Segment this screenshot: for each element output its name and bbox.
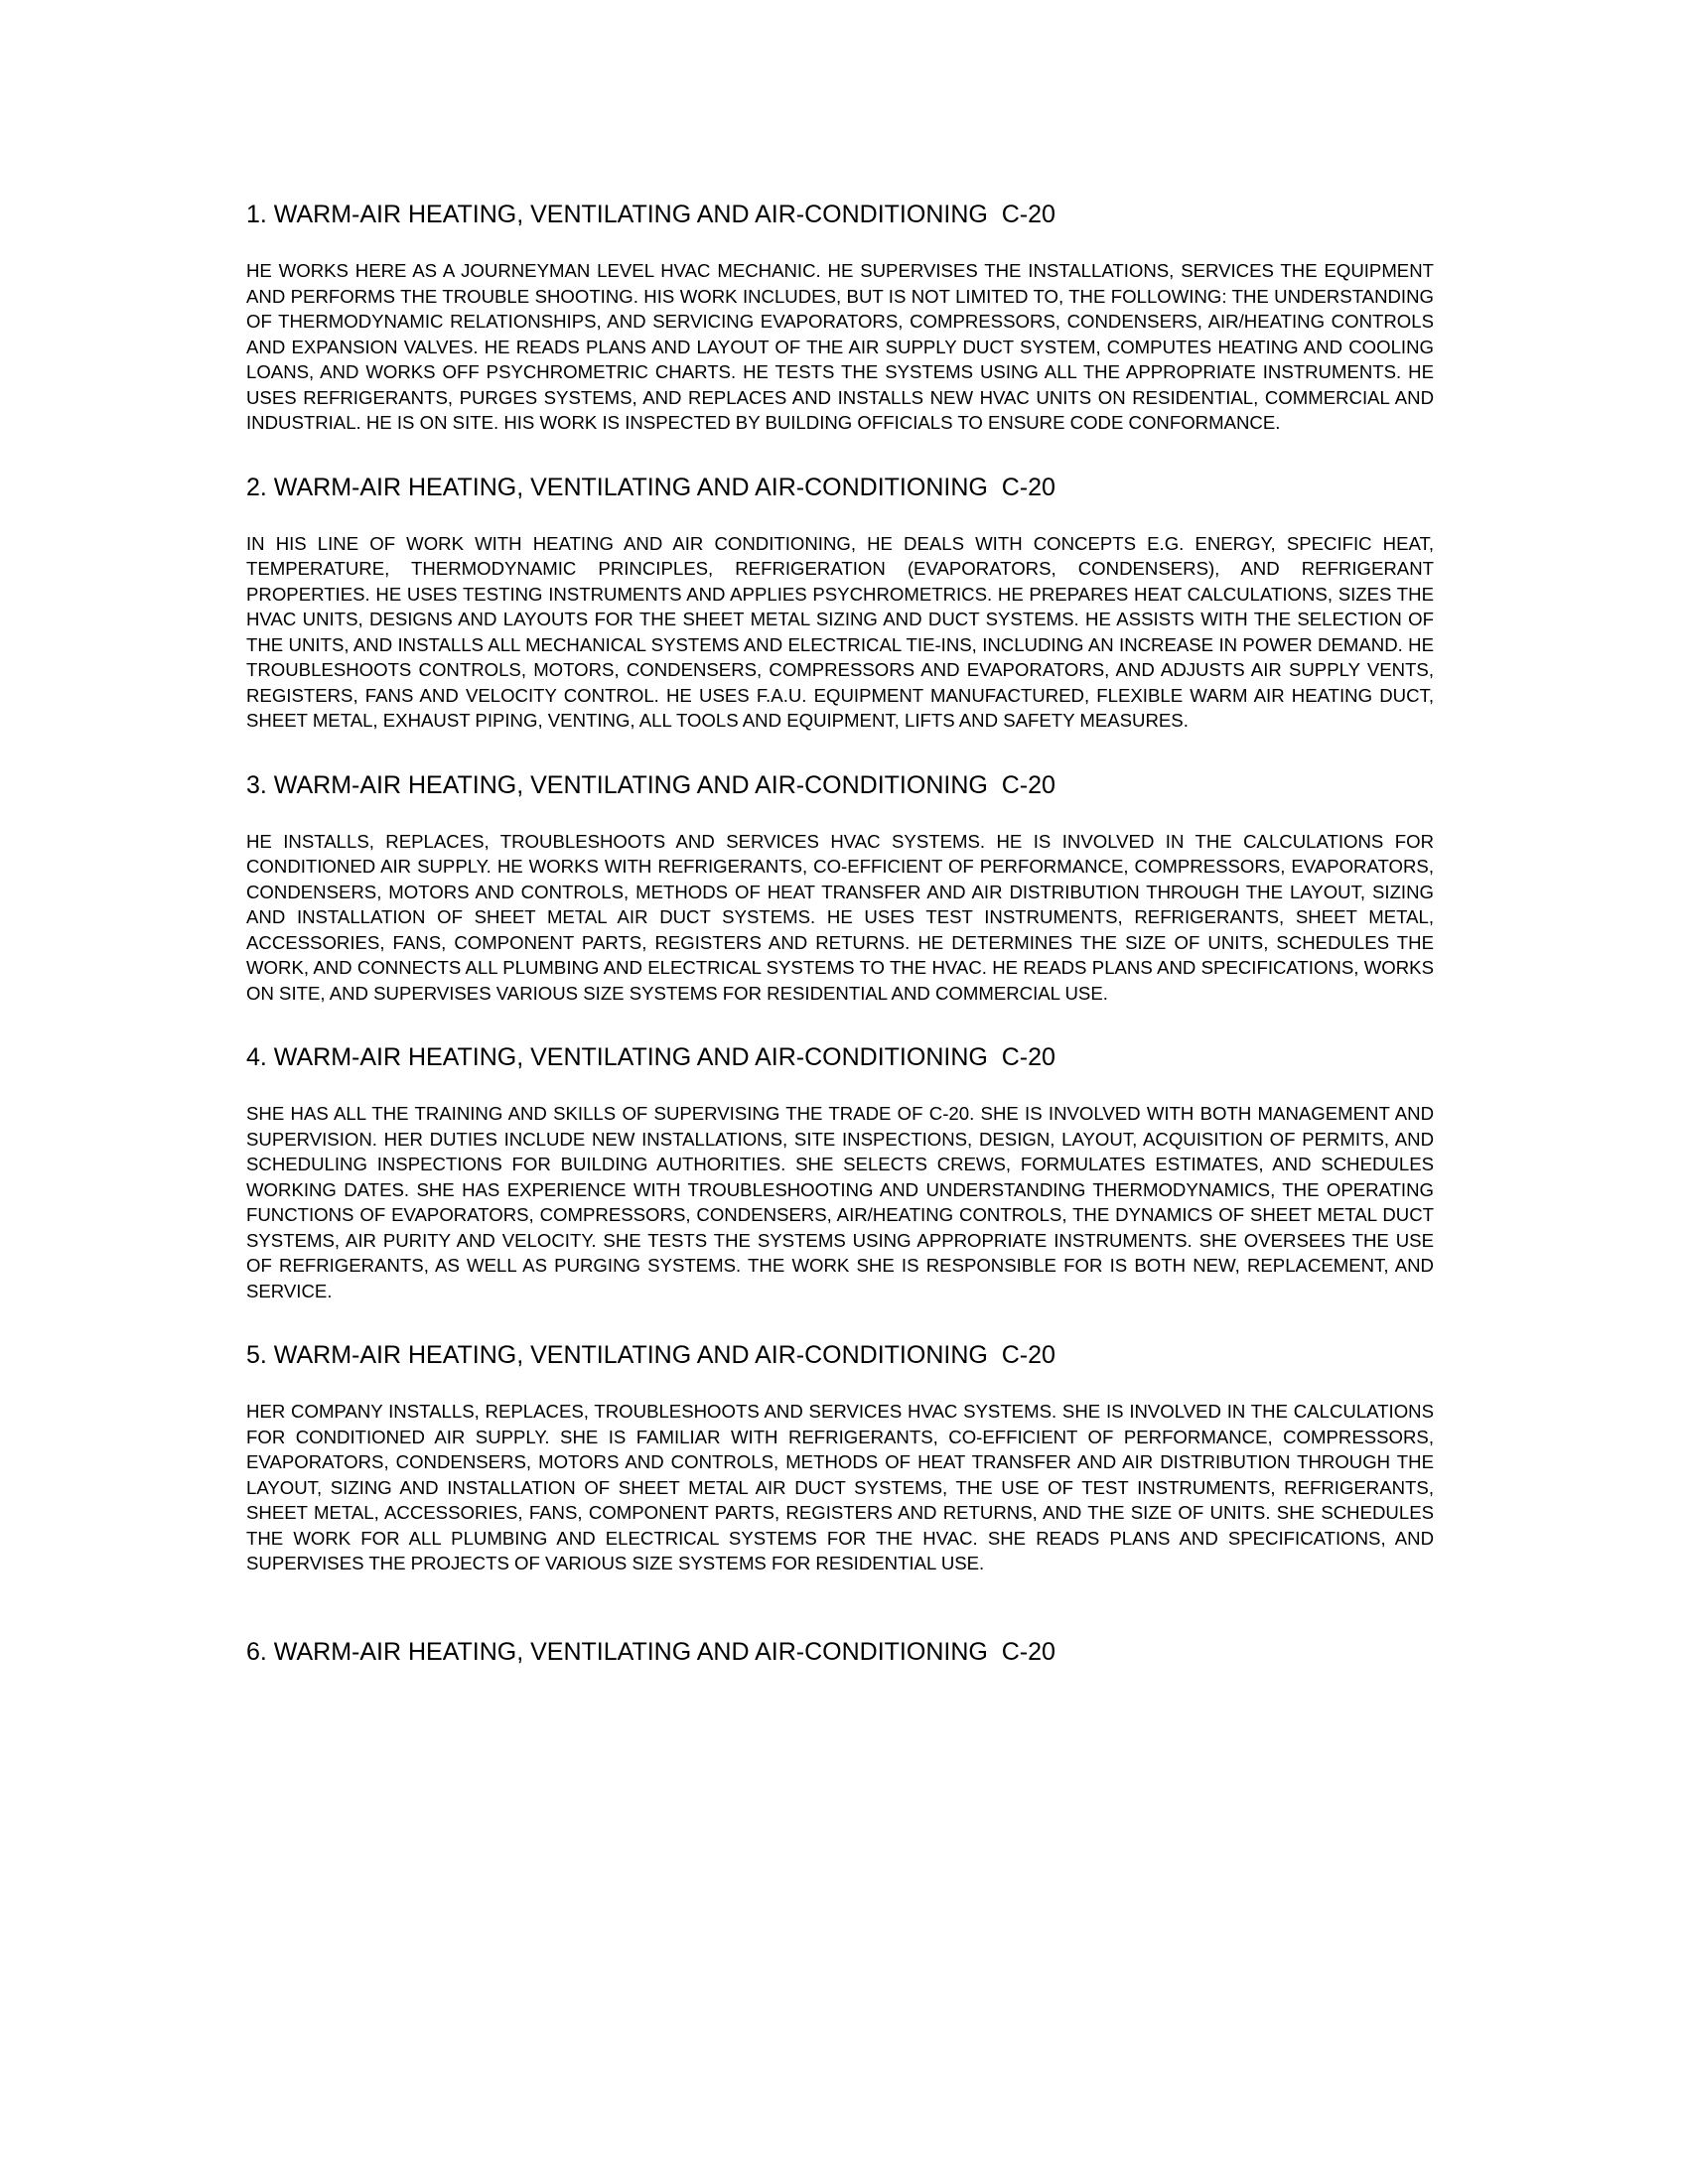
section-3	[246, 769, 1434, 1007]
section-1	[246, 199, 1434, 436]
section-title: 4. WARM-AIR HEATING, VENTILATING AND AIR-CONDITIONING C-20	[246, 1043, 1055, 1071]
section-5	[246, 1339, 1434, 1576]
section-2	[246, 472, 1434, 734]
section-6	[246, 1636, 1434, 1668]
section-body: HE INSTALLS, REPLACES, TROUBLESHOOTS AND SERVICES HVAC SYSTEMS. HE IS INVOLVED IN THE CALCULATIONS FOR CONDITIONED AIR SUPPLY. HE WORKS WITH REFRIGERANTS, CO-EFFICIENT OF PERFORMANCE, COMPRESSORS, EVAPORATORS, CONDENSERS, MOTORS AND CONTROLS, METHODS OF HEAT TRANSFER AND AIR DISTRIBUTION THROUGH THE LAYOUT, SIZING AND INSTALLATION OF SHEET METAL AIR DUCT SYSTEMS. HE USES TEST INSTRUMENTS, REFRIGERANTS, SHEET METAL, ACCESSORIES, FANS, COMPONENT PARTS, REGISTERS AND RETURNS. HE DETERMINES THE SIZE OF UNITS, SCHEDULES THE WORK, AND CONNECTS ALL PLUMBING AND ELECTRICAL SYSTEMS TO THE HVAC. HE READS PLANS AND SPECIFICATIONS, WORKS ON SITE, AND SUPERVISES VARIOUS SIZE SYSTEMS FOR RESIDENTIAL AND COMMERCIAL USE.	[246, 830, 1434, 1004]
section-body: IN HIS LINE OF WORK WITH HEATING AND AIR CONDITIONING, HE DEALS WITH CONCEPTS E.G. ENERGY, SPECIFIC HEAT, TEMPERATURE, THERMODYNAMIC PRINCIPLES, REFRIGERATION (EVAPORATORS, CONDENSERS), AND REFRIGERANT PROPERTIES. HE USES TESTING INSTRUMENTS AND APPLIES PSYCHROMETRICS. HE PREPARES HEAT CALCULATIONS, SIZES THE HVAC UNITS, DESIGNS AND LAYOUTS FOR THE SHEET METAL SIZING AND DUCT SYSTEMS. HE ASSISTS WITH THE SELECTION OF THE UNITS, AND INSTALLS ALL MECHANICAL SYSTEMS AND ELECTRICAL TIE-INS, INCLUDING AN INCREASE IN POWER DEMAND. HE TROUBLESHOOTS CONTROLS, MOTORS, CONDENSERS, COMPRESSORS AND EVAPORATORS, AND ADJUSTS AIR SUPPLY VENTS, REGISTERS, FANS AND VELOCITY CONTROL. HE USES F.A.U. EQUIPMENT MANUFACTURED, FLEXIBLE WARM AIR HEATING DUCT, SHEET METAL, EXHAUST PIPING, VENTING, ALL TOOLS AND EQUIPMENT, LIFTS AND SAFETY MEASURES.	[246, 532, 1434, 731]
section-title: 1. WARM-AIR HEATING, VENTILATING AND AIR-CONDITIONING C-20	[246, 201, 1055, 228]
section-body: SHE HAS ALL THE TRAINING AND SKILLS OF SUPERVISING THE TRADE OF C-20. SHE IS INVOLVED WITH BOTH MANAGEMENT AND SUPERVISION. HER DUTIES INCLUDE NEW INSTALLATIONS, SITE INSPECTIONS, DESIGN, LAYOUT, ACQUISITION OF PERMITS, AND SCHEDULING INSPECTIONS FOR BUILDING AUTHORITIES. SHE SELECTS CREWS, FORMULATES ESTIMATES, AND SCHEDULES WORKING DATES. SHE HAS EXPERIENCE WITH TROUBLESHOOTING AND UNDERSTANDING THERMODYNAMICS, THE OPERATING FUNCTIONS OF EVAPORATORS, COMPRESSORS, CONDENSERS, AIR/HEATING CONTROLS, THE DYNAMICS OF SHEET METAL DUCT SYSTEMS, AIR PURITY AND VELOCITY. SHE TESTS THE SYSTEMS USING APPROPRIATE INSTRUMENTS. SHE OVERSEES THE USE OF REFRIGERANTS, AS WELL AS PURGING SYSTEMS. THE WORK SHE IS RESPONSIBLE FOR IS BOTH NEW, REPLACEMENT, AND SERVICE.	[246, 1103, 1434, 1301]
section-title: 5. WARM-AIR HEATING, VENTILATING AND AIR-CONDITIONING C-20	[246, 1341, 1055, 1369]
section-title: 2. WARM-AIR HEATING, VENTILATING AND AIR-CONDITIONING C-20	[246, 473, 1055, 501]
section-4	[246, 1041, 1434, 1303]
section-title: 6. WARM-AIR HEATING, VENTILATING AND AIR-CONDITIONING C-20	[246, 1637, 1055, 1666]
section-body: HE WORKS HERE AS A JOURNEYMAN LEVEL HVAC MECHANIC. HE SUPERVISES THE INSTALLATIONS, SERVICES THE EQUIPMENT AND PERFORMS THE TROUBLE SHOOTING. HIS WORK INCLUDES, BUT IS NOT LIMITED TO, THE FOLLOWING: THE UNDERSTANDING OF THERMODYNAMIC RELATIONSHIPS, AND SERVICING EVAPORATORS, COMPRESSORS, CONDENSERS, AIR/HEATING CONTROLS AND EXPANSION VALVES. HE READS PLANS AND LAYOUT OF THE AIR SUPPLY DUCT SYSTEM, COMPUTES HEATING AND COOLING LOANS, AND WORKS OFF PSYCHROMETRIC CHARTS. HE TESTS THE SYSTEMS USING ALL THE APPROPRIATE INSTRUMENTS. HE USES REFRIGERANTS, PURGES SYSTEMS, AND REPLACES AND INSTALLS NEW HVAC UNITS ON RESIDENTIAL, COMMERCIAL AND INDUSTRIAL. HE IS ON SITE. HIS WORK IS INSPECTED BY BUILDING OFFICIALS TO ENSURE CODE CONFORMANCE.	[246, 260, 1434, 433]
section-body: HER COMPANY INSTALLS, REPLACES, TROUBLESHOOTS AND SERVICES HVAC SYSTEMS. SHE IS INVOLVED IN THE CALCULATIONS FOR CONDITIONED AIR SUPPLY. SHE IS FAMILIAR WITH REFRIGERANTS, CO-EFFICIENT OF PERFORMANCE, COMPRESSORS, EVAPORATORS, CONDENSERS, MOTORS AND CONTROLS, METHODS OF HEAT TRANSFER AND AIR DISTRIBUTION THROUGH THE LAYOUT, SIZING AND INSTALLATION OF SHEET METAL AIR DUCT SYSTEMS, THE USE OF TEST INSTRUMENTS, REFRIGERANTS, SHEET METAL, ACCESSORIES, FANS, COMPONENT PARTS, REGISTERS AND RETURNS, AND THE SIZE OF UNITS. SHE SCHEDULES THE WORK FOR ALL PLUMBING AND ELECTRICAL SYSTEMS FOR THE HVAC. SHE READS PLANS AND SPECIFICATIONS, AND SUPERVISES THE PROJECTS OF VARIOUS SIZE SYSTEMS FOR RESIDENTIAL USE.	[246, 1401, 1434, 1573]
section-title: 3. WARM-AIR HEATING, VENTILATING AND AIR-CONDITIONING C-20	[246, 770, 1055, 799]
document-page	[246, 199, 1434, 1696]
